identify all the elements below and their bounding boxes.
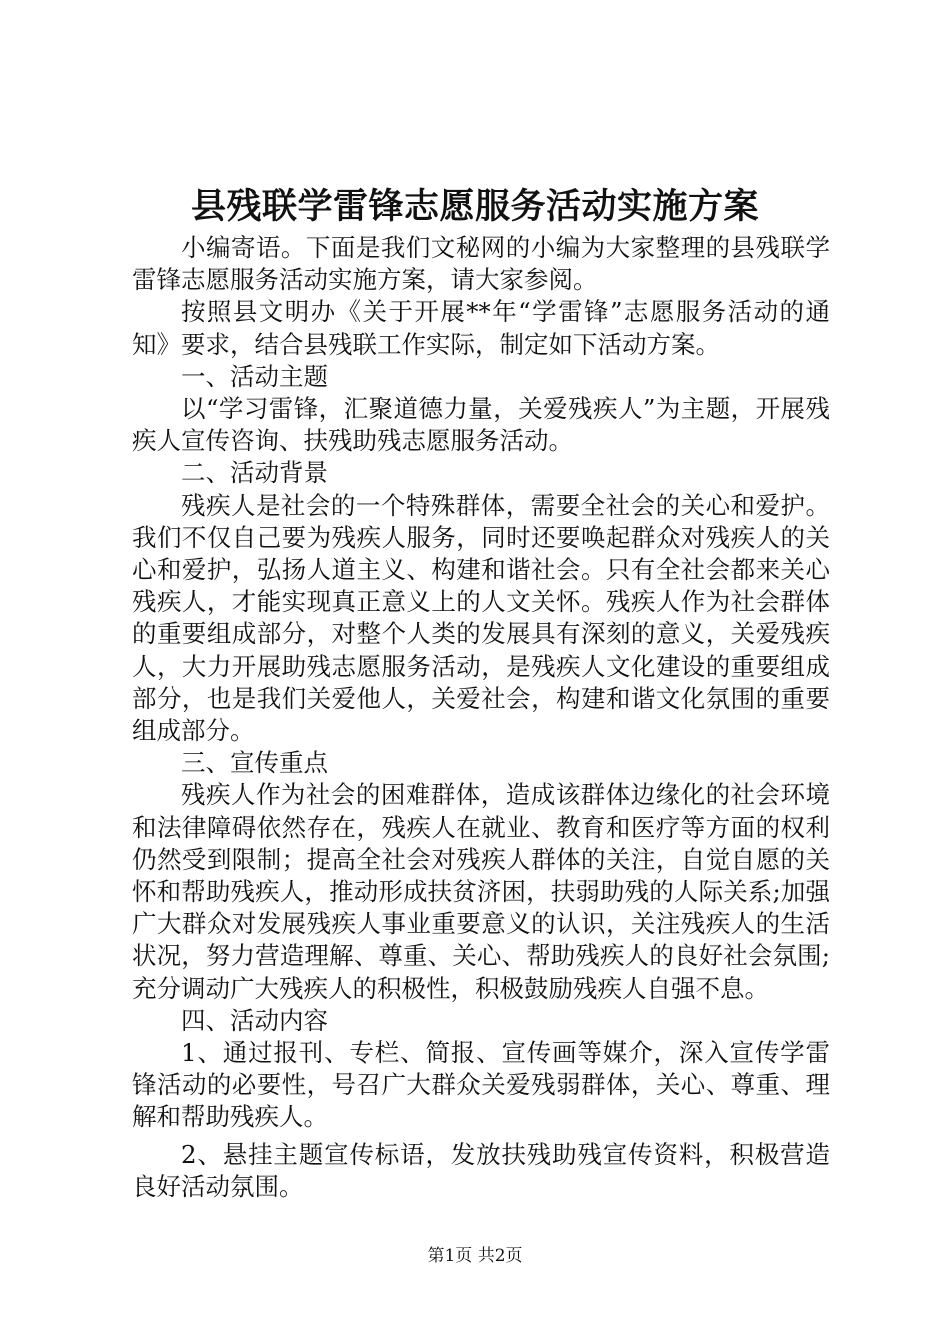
background-paragraph: 残疾人是社会的一个特殊群体，需要全社会的关心和爱护。我们不仅自己要为残疾人服务，同时还要唤起群众对残疾人的关心和爱护，弘扬人道主义、构建和谐社会。只有全社会都来关心残疾人，才能实现真正意义上的人文关怀。残疾人作为社会群体的重要组成部分，对整个人类的发展具有深刻的意义，关爱残疾人，大力开展助残志愿服务活动，是残疾人文化建设的重要组成部分，也是我们关爱他人，关爱社会，构建和谐文化氛围的重要组成部分。	[132, 490, 830, 746]
section-heading-focus: 三、宣传重点	[181, 748, 328, 778]
section-heading-background: 二、活动背景	[181, 458, 328, 488]
document-body	[132, 232, 830, 1203]
section-heading-theme: 一、活动主题	[181, 361, 328, 391]
content-item-1: 1、通过报刊、专栏、简报、宣传画等媒介，深入宣传学雷锋活动的必要性，号召广大群众关爱残弱群体，关心、尊重、理解和帮助残疾人。	[132, 1038, 830, 1132]
document-title: 县残联学雷锋志愿服务活动实施方案	[190, 186, 759, 227]
theme-paragraph: 以“学习雷锋，汇聚道德力量，关爱残疾人”为主题，开展残疾人宣传咨询、扶残助残志愿服务活动。	[132, 394, 830, 456]
intro-paragraph: 小编寄语。下面是我们文秘网的小编为大家整理的县残联学雷锋志愿服务活动实施方案，请大家参阅。	[132, 233, 830, 295]
focus-paragraph: 残疾人作为社会的困难群体，造成该群体边缘化的社会环境和法律障碍依然存在，残疾人在就业、教育和医疗等方面的权利仍然受到限制；提高全社会对残疾人群体的关注，自觉自愿的关怀和帮助残疾人，推动形成扶贫济困，扶弱助残的人际关系;加强广大群众对发展残疾人事业重要意义的认识，关注残疾人的生活状况，努力营造理解、尊重、关心、帮助残疾人的良好社会氛围;充分调动广大残疾人的积极性，积极鼓励残疾人自强不息。	[132, 780, 830, 1003]
basis-paragraph: 按照县文明办《关于开展**年“学雷锋”志愿服务活动的通知》要求，结合县残联工作实际，制定如下活动方案。	[132, 297, 830, 359]
page-footer: 第1页 共2页	[427, 1246, 523, 1266]
section-heading-content: 四、活动内容	[181, 1005, 328, 1035]
content-item-2: 2、悬挂主题宣传标语，发放扶残助残宣传资料，积极营造良好活动氛围。	[132, 1139, 830, 1201]
